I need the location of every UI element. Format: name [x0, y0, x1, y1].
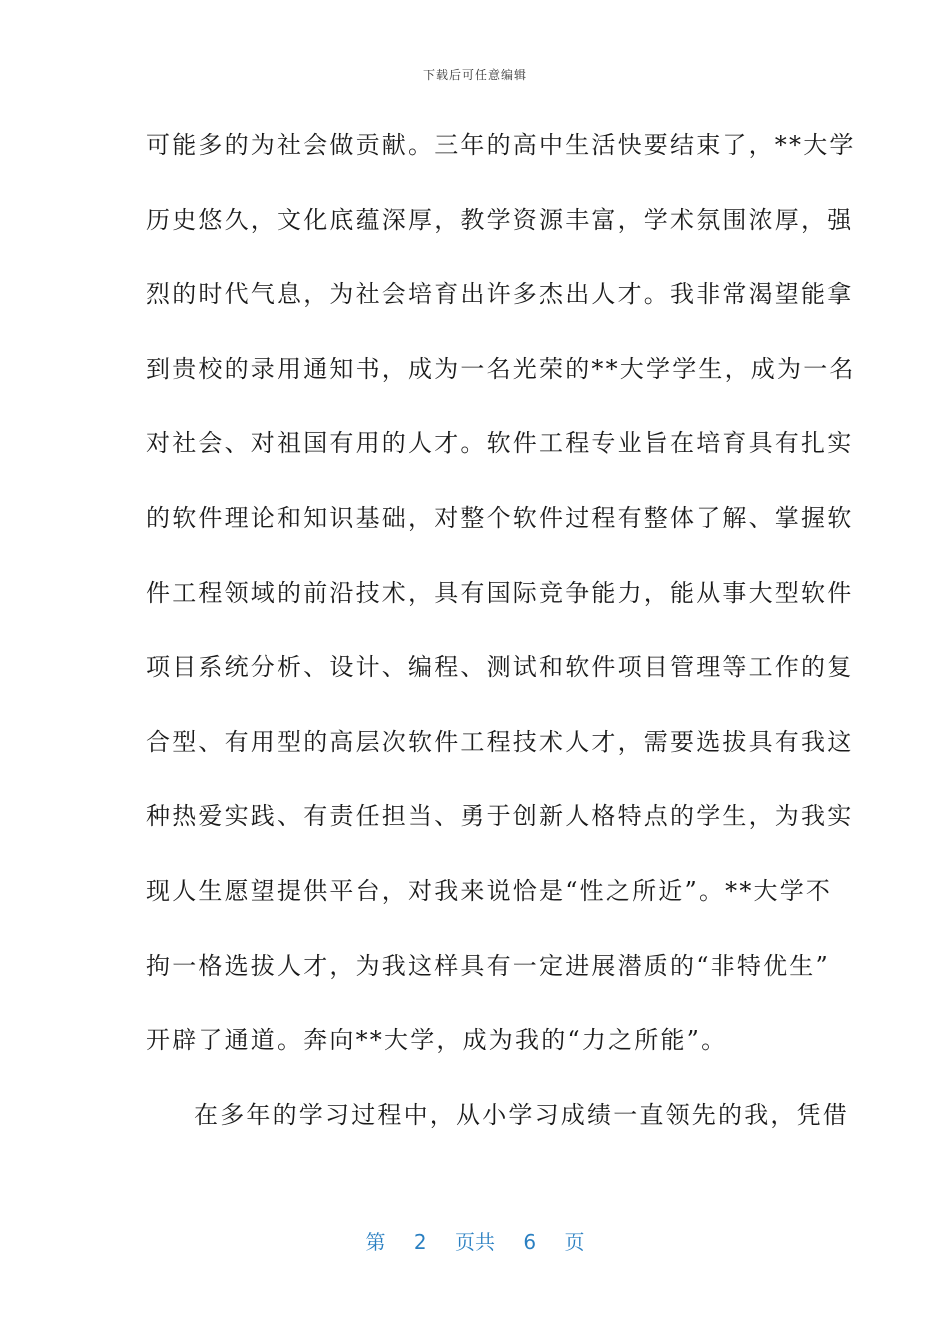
footer-total-pages: 6 — [523, 1230, 537, 1254]
paragraph-start-line: 在多年的学习过程中，从小学习成绩一直领先的我，凭借 — [194, 1100, 849, 1129]
text-line: 的软件理论和知识基础，对整个软件过程有整体了解、掌握软 — [146, 503, 854, 532]
footer-suffix: 页 — [564, 1230, 585, 1254]
footer-prefix: 第 — [365, 1230, 386, 1254]
text-line: 项目系统分析、设计、编程、测试和软件项目管理等工作的复 — [146, 653, 854, 682]
document-body — [146, 118, 856, 1162]
text-line: 烈的时代气息，为社会培育出许多杰出人才。我非常渴望能拿 — [146, 280, 854, 309]
text-line: 种热爱实践、有责任担当、勇于创新人格特点的学生，为我实 — [146, 802, 854, 831]
text-line: 到贵校的录用通知书，成为一名光荣的**大学学生，成为一名 — [146, 354, 856, 383]
page-footer — [0, 1226, 950, 1255]
footer-middle: 页共 — [455, 1230, 495, 1254]
text-line: 件工程领域的前沿技术，具有国际竞争能力，能从事大型软件 — [146, 578, 854, 607]
text-line: 合型、有用型的高层次软件工程技术人才，需要选拔具有我这 — [146, 727, 854, 756]
text-line: 可能多的为社会做贡献。三年的高中生活快要结束了，**大学 — [146, 131, 856, 159]
text-line: 现人生愿望提供平台，对我来说恰是“性之所近”。**大学不 — [146, 876, 833, 905]
text-line: 拘一格选拔人才，为我这样具有一定进展潜质的“非特优生” — [146, 951, 830, 980]
text-line: 对社会、对祖国有用的人才。软件工程专业旨在培育具有扎实 — [146, 429, 854, 458]
page-header: 下载后可任意编辑 — [422, 68, 527, 82]
text-line: 开辟了通道。奔向**大学，成为我的“力之所能”。 — [146, 1026, 728, 1055]
footer-page-number: 2 — [413, 1230, 427, 1254]
text-line: 历史悠久，文化底蕴深厚，教学资源丰富，学术氛围浓厚，强 — [146, 205, 854, 234]
